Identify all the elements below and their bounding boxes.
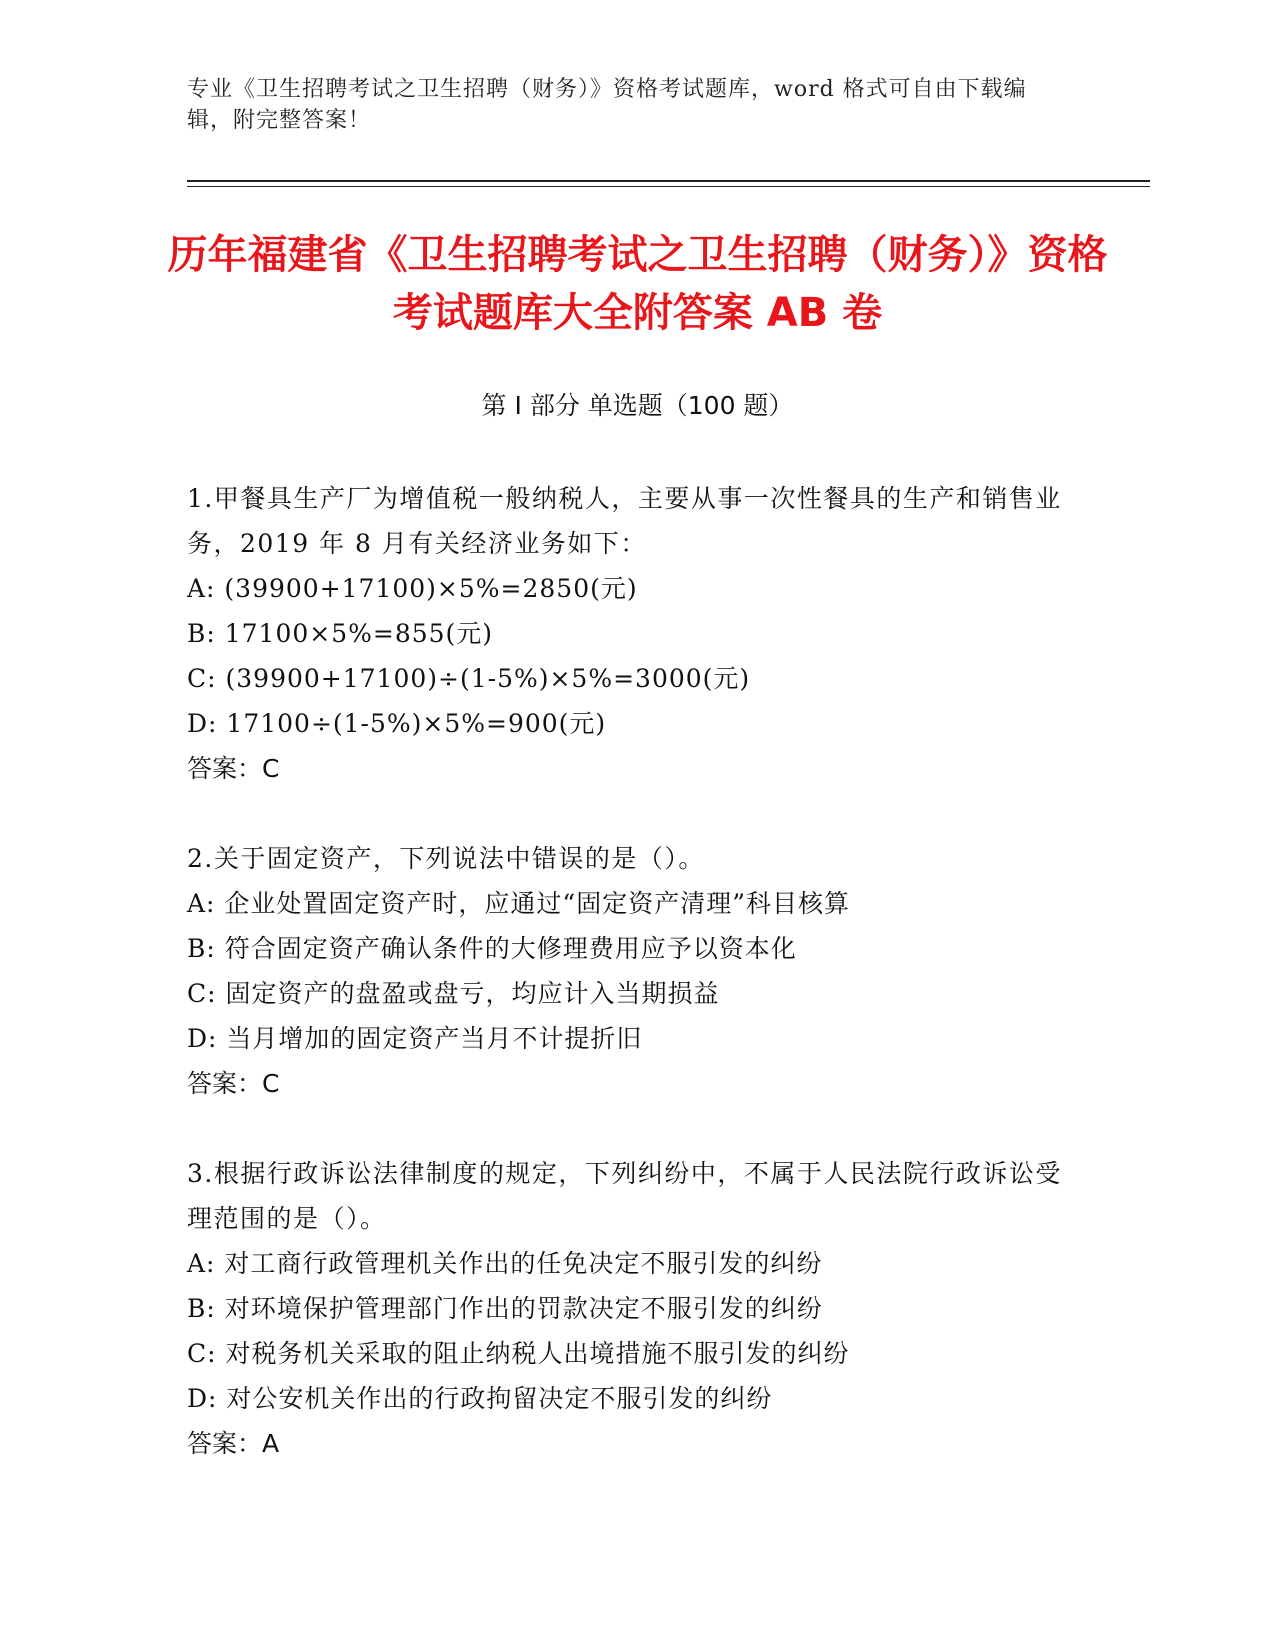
question-stem: 2.关于固定资产，下列说法中错误的是（）。: [187, 844, 705, 873]
option-d: D: 对公安机关作出的行政拘留决定不服引发的纠纷: [187, 1384, 773, 1413]
option-b: B: 对环境保护管理部门作出的罚款决定不服引发的纠纷: [187, 1294, 823, 1323]
header-rule-thin: [187, 186, 1150, 187]
option-b: B: 符合固定资产确认条件的大修理费用应予以资本化: [187, 934, 797, 963]
option-d: D: 17100÷(1-5%)×5%=900(元): [187, 709, 607, 738]
question-2: [187, 836, 1067, 1106]
option-c: C: 对税务机关采取的阻止纳税人出境措施不服引发的纠纷: [187, 1339, 850, 1368]
question-stem: 3.根据行政诉讼法律制度的规定，下列纠纷中，不属于人民法院行政诉讼受理范围的是（）。: [187, 1159, 1062, 1233]
header-rule-thick: [187, 180, 1150, 182]
option-a: A: 企业处置固定资产时，应通过“固定资产清理”科目核算: [187, 889, 850, 918]
section-heading: 第 I 部分 单选题（100 题）: [481, 391, 794, 420]
question-stem: 1.甲餐具生产厂为增值税一般纳税人，主要从事一次性餐具的生产和销售业务，2019 年 8 月有关经济业务如下：: [187, 484, 1062, 558]
header-note: 专业《卫生招聘考试之卫生招聘（财务）》资格考试题库，word 格式可自由下载编辑，附完整答案！: [187, 77, 1027, 133]
option-d: D: 当月增加的固定资产当月不计提折旧: [187, 1024, 643, 1053]
option-a: A: (39900+17100)×5%=2850(元): [187, 574, 638, 603]
answer: 答案：A: [187, 1429, 280, 1458]
question-1: [187, 476, 1067, 791]
option-c: C: (39900+17100)÷(1-5%)×5%=3000(元): [187, 664, 751, 693]
answer: 答案：C: [187, 1069, 280, 1098]
option-c: C: 固定资产的盘盈或盘亏，均应计入当期损益: [187, 979, 720, 1008]
option-b: B: 17100×5%=855(元): [187, 619, 494, 648]
answer: 答案：C: [187, 754, 280, 783]
question-list: [187, 476, 1067, 1511]
question-3: [187, 1151, 1067, 1466]
document-title: 历年福建省《卫生招聘考试之卫生招聘（财务）》资格考试题库大全附答案 AB 卷: [167, 232, 1108, 336]
option-a: A: 对工商行政管理机关作出的任免决定不服引发的纠纷: [187, 1249, 823, 1278]
